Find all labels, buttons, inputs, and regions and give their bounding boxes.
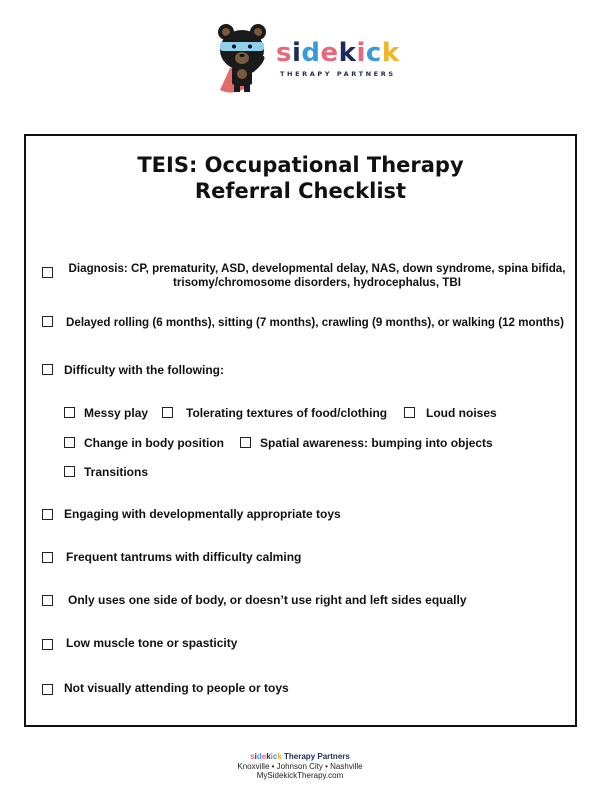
label-muscle-tone: Low muscle tone or spasticity — [66, 636, 238, 650]
footer-brand-letter: e — [261, 752, 267, 761]
label-delayed-milestones: Delayed rolling (6 months), sitting (7 months), crawling (9 months), or walking (12 months) — [66, 316, 564, 329]
checkbox-diagnosis[interactable] — [42, 267, 53, 278]
label-loud-noises: Loud noises — [426, 406, 497, 420]
wordmark-letter: i — [356, 38, 366, 68]
footer-brand-letter: k — [266, 752, 271, 761]
footer-brand-letter: c — [272, 752, 278, 761]
label-spatial-awareness: Spatial awareness: bumping into objects — [260, 436, 493, 450]
footer-locations: Knoxville • Johnson City • Nashville — [237, 761, 363, 771]
checkbox-visual-attending[interactable] — [42, 684, 53, 695]
title-line-2: Referral Checklist — [194, 179, 407, 203]
footer — [0, 752, 600, 781]
checkbox-difficulty[interactable] — [42, 364, 53, 375]
footer-brand-letter: i — [254, 752, 257, 761]
wordmark-letter: s — [276, 38, 292, 68]
footer-brand — [0, 752, 600, 762]
checkbox-engaging-toys[interactable] — [42, 509, 53, 520]
checkbox-spatial-awareness[interactable] — [240, 437, 251, 448]
footer-brand-letter: d — [256, 752, 262, 761]
label-body-position: Change in body position — [84, 436, 224, 450]
checkbox-body-position[interactable] — [64, 437, 75, 448]
sidekick-wordmark — [276, 40, 400, 66]
label-engaging-toys: Engaging with developmentally appropriate toys — [64, 507, 341, 521]
checkbox-muscle-tone[interactable] — [42, 639, 53, 650]
checkbox-one-side[interactable] — [42, 595, 53, 606]
wordmark-letter: k — [338, 38, 357, 68]
checkbox-tantrums[interactable] — [42, 552, 53, 563]
footer-brand-suffix: Therapy Partners — [281, 752, 350, 761]
checkbox-textures[interactable] — [162, 407, 173, 418]
page-title — [26, 152, 575, 204]
checklist-frame — [24, 134, 577, 727]
footer-brand-letter: s — [250, 752, 255, 761]
wordmark-letter: k — [381, 38, 400, 68]
label-difficulty: Difficulty with the following: — [64, 363, 224, 377]
logo-tagline: THERAPY PARTNERS — [280, 70, 396, 78]
sidekick-logo — [212, 18, 402, 98]
wordmark-letter: d — [301, 38, 321, 68]
wordmark-letter: i — [291, 38, 302, 68]
label-transitions: Transitions — [84, 465, 149, 479]
checkbox-loud-noises[interactable] — [404, 407, 415, 418]
wordmark-letter: e — [320, 38, 339, 68]
superhero-bear-icon — [212, 18, 280, 98]
checkbox-delayed-milestones[interactable] — [42, 316, 53, 327]
label-diagnosis — [62, 262, 572, 290]
title-line-1: TEIS: Occupational Therapy — [137, 153, 464, 177]
footer-website[interactable]: MySidekickTherapy.com — [256, 771, 344, 780]
footer-brand-letter: k — [277, 752, 282, 761]
wordmark-letter: c — [365, 38, 382, 68]
label-visual-attending: Not visually attending to people or toys — [64, 681, 289, 695]
label-messy-play: Messy play — [84, 406, 149, 420]
checkbox-messy-play[interactable] — [64, 407, 75, 418]
label-textures: Tolerating textures of food/clothing — [186, 406, 388, 420]
label-diagnosis-line-2: trisomy/chromosome disorders, hydrocephalus, TBI — [173, 276, 461, 289]
label-diagnosis-line-1: Diagnosis: CP, prematurity, ASD, developmental delay, NAS, down syndrome, spina bifida, — [68, 262, 566, 275]
label-tantrums: Frequent tantrums with difficulty calming — [66, 550, 302, 564]
checkbox-transitions[interactable] — [64, 466, 75, 477]
footer-brand-letter: i — [270, 752, 273, 761]
label-one-side: Only uses one side of body, or doesn’t use right and left sides equally — [68, 593, 467, 607]
